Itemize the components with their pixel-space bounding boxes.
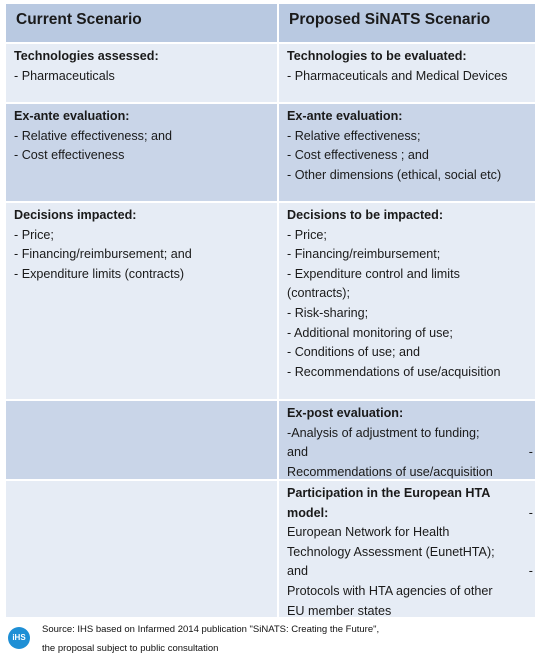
row3-proposed (279, 203, 535, 399)
row2-current-heading: Ex-ante evaluation: (14, 109, 130, 123)
row2-proposed (279, 104, 535, 201)
row5-current-empty (6, 481, 277, 617)
row2-proposed-item: - Other dimensions (ethical, social etc) (287, 167, 502, 182)
row5-and-text: and (287, 564, 309, 579)
row5-proposed-heading-2 (287, 504, 535, 524)
row3-current-heading: Decisions impacted: (14, 208, 137, 222)
row2-proposed-item: - Cost effectiveness ; and (287, 148, 429, 163)
ihs-logo: iHS (8, 627, 30, 649)
row5-dash: - (528, 564, 533, 579)
row3-proposed-heading: Decisions to be impacted: (287, 208, 444, 222)
row3-proposed-item: - Expenditure control and limits (287, 266, 460, 281)
row3-proposed-item: - Price; (287, 227, 327, 242)
row4-proposed-item: -Analysis of adjustment to funding; (287, 425, 480, 440)
row5-proposed-item: Technology Assessment (EunetHTA); (287, 544, 495, 559)
row5-proposed-item: Protocols with HTA agencies of other (287, 583, 493, 598)
row3-proposed-item: - Risk-sharing; (287, 305, 369, 320)
row1-current-item: - Pharmaceuticals (14, 68, 115, 83)
row3-current-item: - Financing/reimbursement; and (14, 247, 192, 262)
row5-dash: - (528, 505, 533, 520)
row4-dash: - (528, 445, 533, 460)
row2-current-item: - Cost effectiveness (14, 148, 125, 163)
row1-proposed-item: - Pharmaceuticals and Medical Devices (287, 68, 508, 83)
row3-proposed-item: - Conditions of use; and (287, 345, 421, 360)
header-proposed-scenario: Proposed SiNATS Scenario (279, 4, 535, 42)
row5-proposed-heading: Participation in the European HTA (287, 486, 491, 500)
row1-proposed-heading: Technologies to be evaluated: (287, 49, 467, 63)
row3-proposed-item: - Financing/reimbursement; (287, 247, 441, 262)
row2-proposed-item: - Relative effectiveness; (287, 128, 421, 143)
row1-current (6, 44, 277, 102)
row3-proposed-item: - Recommendations of use/acquisition (287, 364, 501, 379)
row2-proposed-heading: Ex-ante evaluation: (287, 109, 403, 123)
row1-proposed (279, 44, 535, 102)
row2-current-item: - Relative effectiveness; and (14, 128, 172, 143)
row3-current-item: - Price; (14, 227, 54, 242)
row4-proposed-item: Recommendations of use/acquisition (287, 464, 493, 479)
row4-proposed-item (287, 443, 535, 463)
row3-proposed-item: (contracts); (287, 286, 350, 301)
row2-current (6, 104, 277, 201)
row3-current (6, 203, 277, 399)
row4-proposed-heading: Ex-post evaluation: (287, 406, 404, 420)
source-line-2: the proposal subject to public consultation (42, 643, 219, 654)
row5-proposed-item: EU member states (287, 603, 392, 618)
row5-proposed-item (287, 562, 535, 582)
row5-proposed-item: European Network for Health (287, 525, 450, 540)
header-current-scenario: Current Scenario (6, 4, 277, 42)
row4-and-text: and (287, 445, 309, 460)
row5-model-label: model: (287, 505, 329, 520)
row1-current-heading: Technologies assessed: (14, 49, 159, 63)
row4-proposed (279, 401, 535, 479)
row4-current-empty (6, 401, 277, 479)
row3-proposed-item: - Additional monitoring of use; (287, 325, 453, 340)
source-line-1: Source: IHS based on Infarmed 2014 publication "SiNATS: Creating the Future", (42, 624, 380, 635)
row3-current-item: - Expenditure limits (contracts) (14, 266, 185, 281)
row5-proposed (279, 481, 535, 617)
